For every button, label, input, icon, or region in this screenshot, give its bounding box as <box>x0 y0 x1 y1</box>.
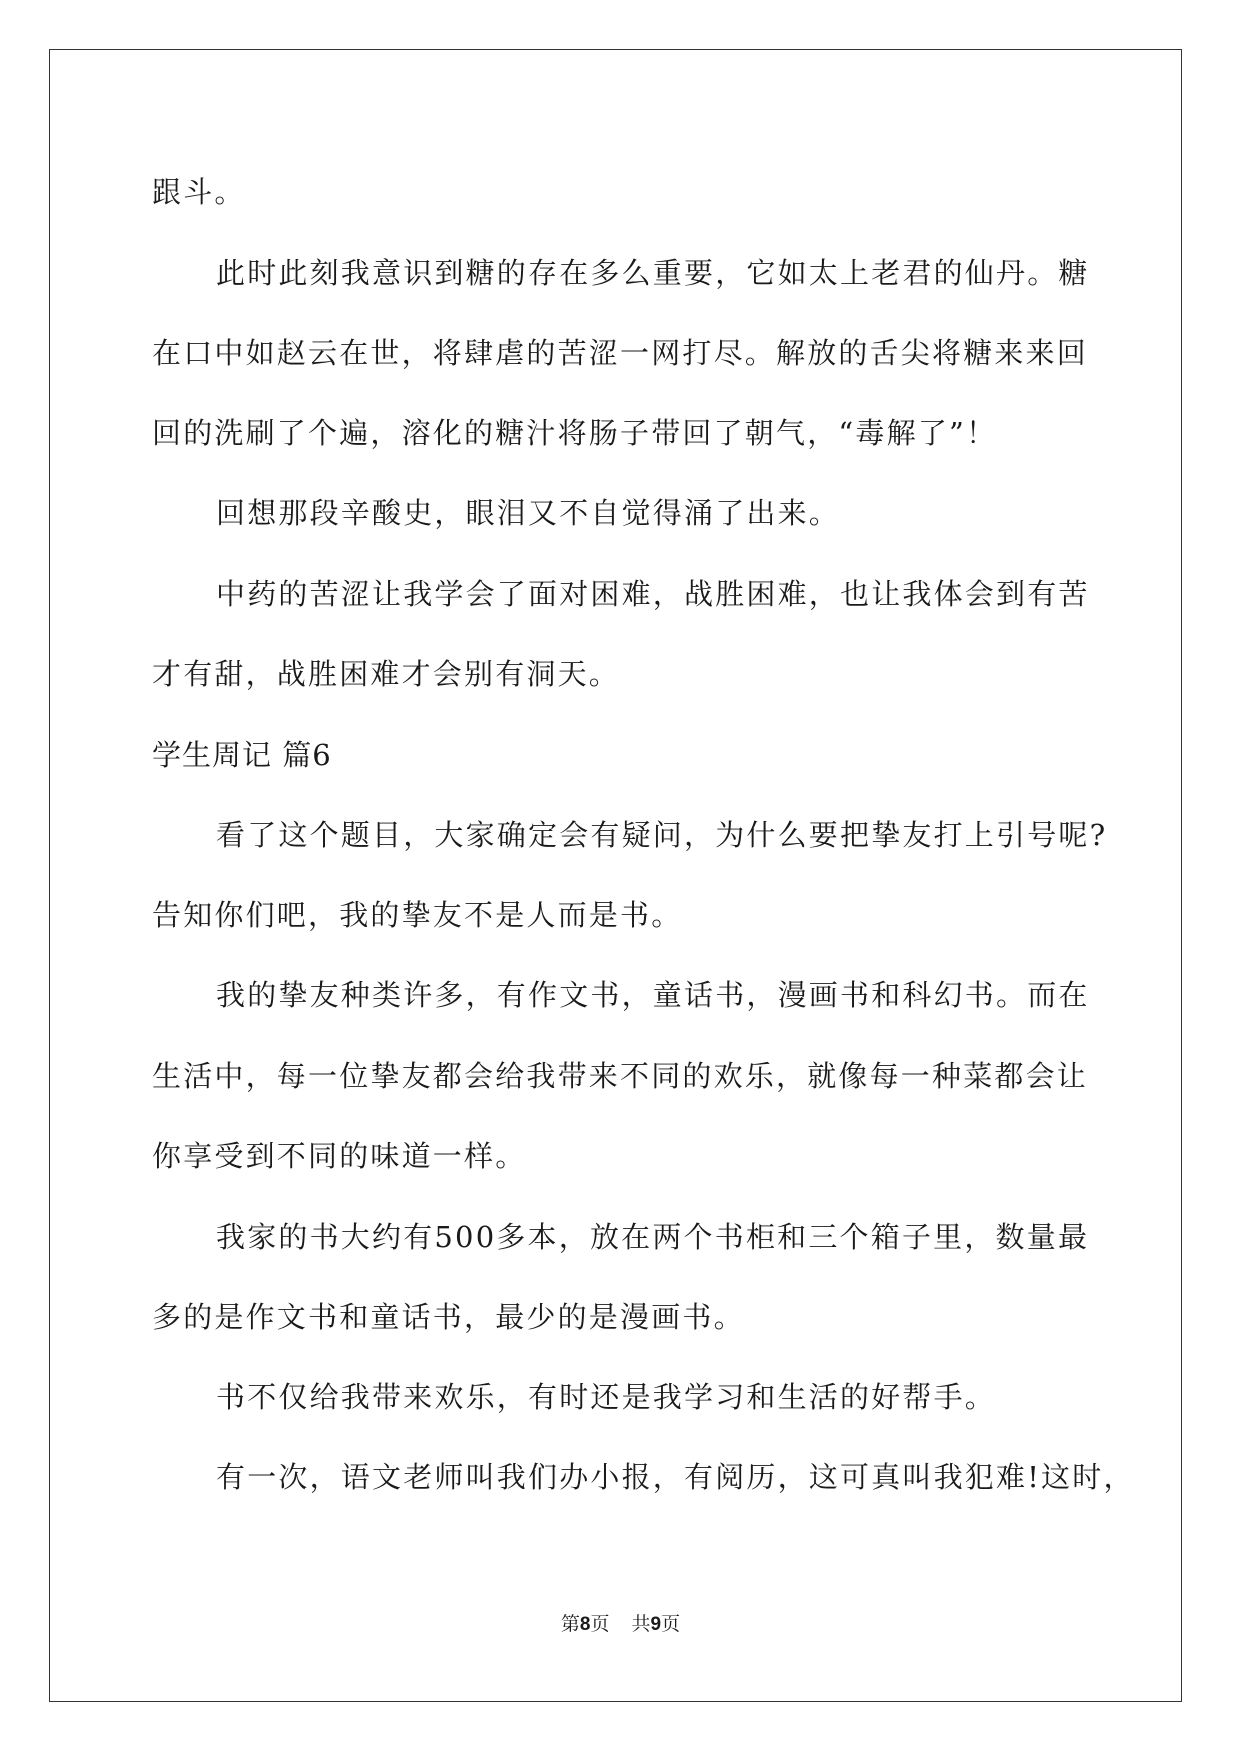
paragraph-line: 才有甜，战胜困难才会别有洞天。 <box>152 657 621 691</box>
paragraph-line: 有一次，语文老师叫我们办小报，有阅历，这可真叫我犯难!这时， <box>216 1460 1135 1494</box>
paragraph-line: 告知你们吧，我的挚友不是人而是书。 <box>152 898 683 932</box>
total-label-prefix: 共 <box>631 1613 651 1635</box>
paragraph-line: 回的洗刷了个遍，溶化的糖汁将肠子带回了朝气，“毒解了”！ <box>152 416 998 450</box>
total-label-suffix: 页 <box>661 1613 681 1635</box>
total-page-number: 9 <box>650 1614 662 1635</box>
paragraph-line: 回想那段辛酸史，眼泪又不自觉得涌了出来。 <box>216 496 841 530</box>
page-border <box>49 49 1182 1702</box>
paragraph-line: 在口中如赵云在世，将肆虐的苦涩一网打尽。解放的舌尖将糖来来回 <box>152 336 1089 370</box>
paragraph-line: 生活中，每一位挚友都会给我带来不同的欢乐，就像每一种菜都会让 <box>152 1059 1089 1093</box>
paragraph-line: 书不仅给我带来欢乐，有时还是我学习和生活的好帮手。 <box>216 1380 997 1414</box>
section-heading: 学生周记 篇6 <box>152 738 332 772</box>
page-label-prefix: 第 <box>560 1613 580 1635</box>
paragraph-line: 此时此刻我意识到糖的存在多么重要，它如太上老君的仙丹。糖 <box>216 256 1090 290</box>
current-page-number: 8 <box>579 1614 591 1635</box>
paragraph-line: 跟斗。 <box>152 175 246 209</box>
paragraph-line: 我的挚友种类许多，有作文书，童话书，漫画书和科幻书。而在 <box>216 978 1090 1012</box>
page-label-suffix: 页 <box>590 1613 610 1635</box>
paragraph-line: 多的是作文书和童话书，最少的是漫画书。 <box>152 1300 745 1334</box>
paragraph-line: 看了这个题目，大家确定会有疑问，为什么要把挚友打上引号呢? <box>216 818 1108 852</box>
paragraph-line: 我家的书大约有500多本，放在两个书柜和三个箱子里，数量最 <box>216 1220 1090 1254</box>
page-footer <box>0 1612 1241 1637</box>
paragraph-line: 你享受到不同的味道一样。 <box>152 1139 527 1173</box>
paragraph-line: 中药的苦涩让我学会了面对困难，战胜困难，也让我体会到有苦 <box>216 577 1090 611</box>
